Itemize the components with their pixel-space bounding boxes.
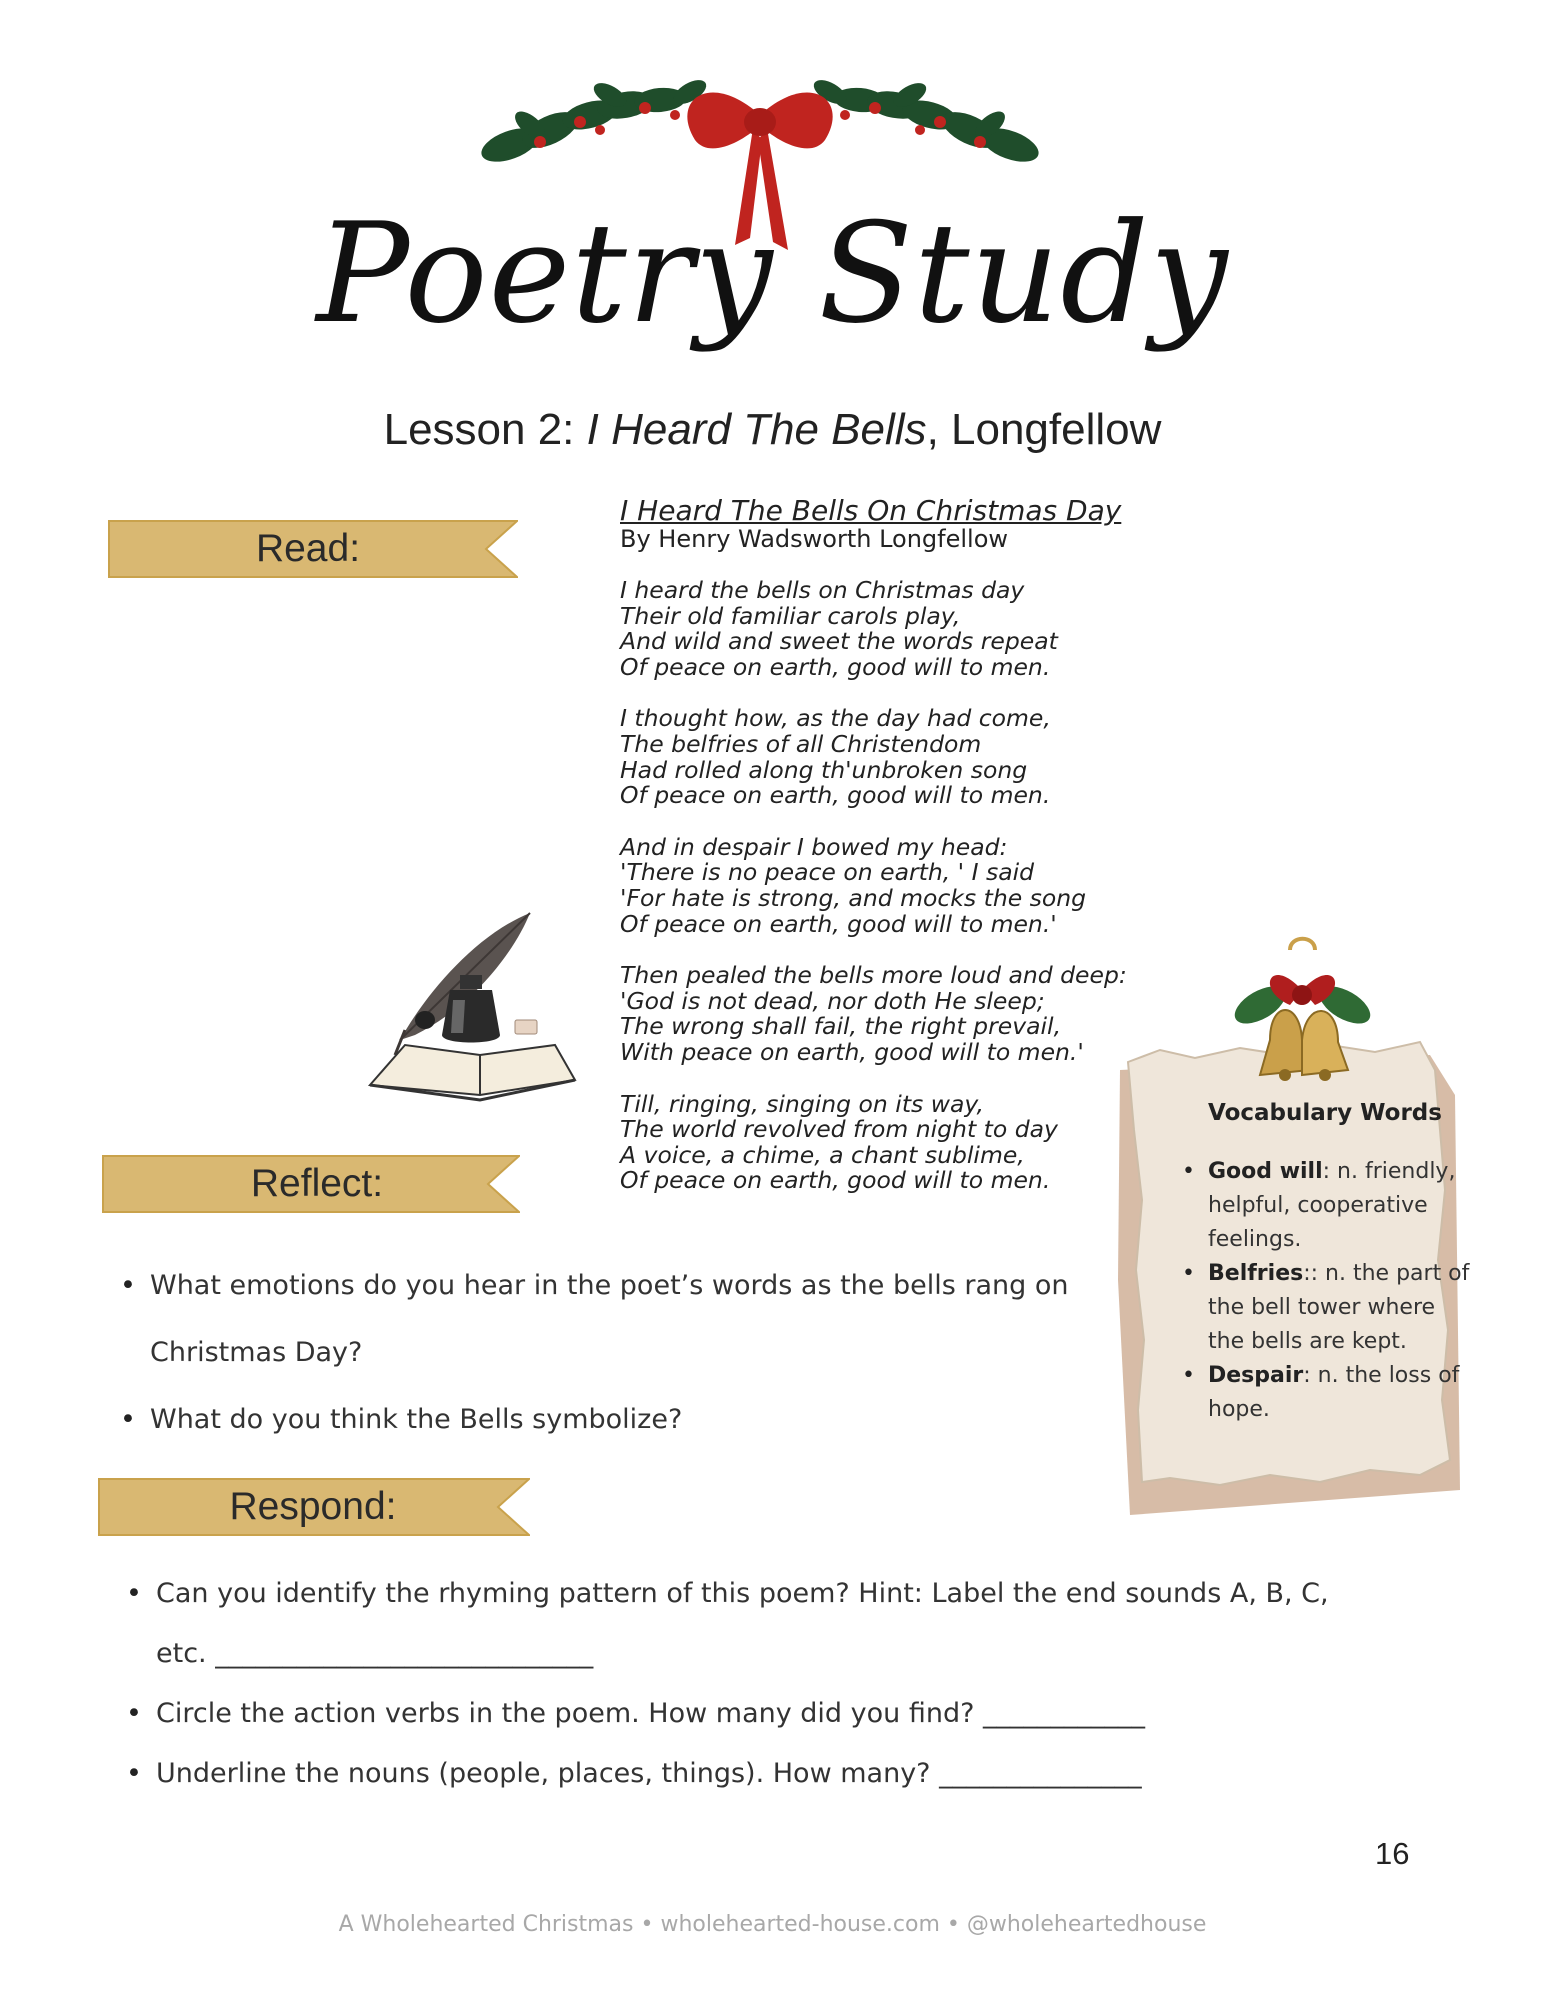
read-banner	[108, 520, 518, 578]
poem-line: The wrong shall fail, the right prevail,	[620, 1012, 1062, 1041]
respond-question: • Underline the nouns (people, places, things). How many? _______________	[126, 1744, 1386, 1804]
poem-line: Their old familiar carols play,	[620, 601, 961, 630]
page-number: 16	[1375, 1836, 1410, 1871]
reflect-questions	[120, 1252, 1100, 1453]
poem-line: I thought how, as the day had come,	[620, 704, 1051, 733]
vocabulary-definition: n. the loss of hope.	[1208, 1363, 1460, 1422]
poem-line: The belfries of all Christendom	[620, 729, 982, 758]
poem-line: And in despair I bowed my head:	[620, 832, 1008, 861]
respond-banner	[98, 1478, 530, 1536]
poem-line: Of peace on earth, good will to men.'	[620, 909, 1057, 938]
poem-line: 'There is no peace on earth, ' I said	[620, 858, 1035, 887]
vocabulary-definition: n. the part of the bell tower where the bells are kept.	[1208, 1261, 1470, 1354]
poem-line: Of peace on earth, good will to men.	[620, 1166, 1051, 1195]
poem-stanza	[620, 963, 1180, 1065]
poem-line: I heard the bells on Christmas day	[620, 576, 1025, 604]
subtitle-italic: I Heard The Bells	[586, 405, 927, 454]
poem-stanza	[620, 706, 1180, 808]
poem-author: By Henry Wadsworth Longfellow	[620, 525, 1009, 553]
poem-line: And wild and sweet the words repeat	[620, 627, 1058, 656]
reflect-question: • What emotions do you hear in the poet’s words as the bells rang on Christmas Day?	[120, 1252, 1140, 1386]
poem-line: 'For hate is strong, and mocks the song	[620, 883, 1087, 912]
respond-question: • Circle the action verbs in the poem. How many did you find? ____________	[126, 1684, 1386, 1744]
poem-line: Then pealed the bells more loud and deep:	[620, 961, 1127, 990]
poem-line: Of peace on earth, good will to men.	[620, 652, 1051, 681]
vocabulary-item	[1180, 1257, 1470, 1359]
poem-line: 'God is not dead, nor doth He sleep;	[620, 986, 1045, 1015]
read-label: Read:	[255, 527, 361, 570]
vocabulary-term: Belfries	[1208, 1261, 1304, 1286]
respond-label: Respond:	[229, 1485, 397, 1528]
reflect-label: Reflect:	[250, 1162, 384, 1205]
quill-ink-book-illustration	[365, 905, 595, 1105]
poem-line: The world revolved from night to day	[620, 1115, 1058, 1144]
poem-line: With peace on earth, good will to men.'	[620, 1037, 1084, 1066]
poem-line: Had rolled along th'unbroken song	[620, 755, 1028, 784]
respond-questions	[126, 1564, 1386, 1804]
reflect-banner	[102, 1155, 520, 1213]
poem-line: Till, ringing, singing on its way,	[620, 1089, 984, 1118]
poem-stanza	[620, 1089, 1180, 1195]
footer: A Wholehearted Christmas • wholehearted-house.com • @wholeheartedhouse	[338, 1912, 1207, 1937]
vocabulary-card	[1100, 930, 1500, 1530]
vocabulary-term: Despair	[1208, 1363, 1304, 1388]
page-title: Poetry Study	[316, 193, 1229, 354]
vocabulary-separator: :	[1322, 1159, 1338, 1184]
vocabulary-definition: n. friendly, helpful, cooperative feelings.	[1208, 1159, 1456, 1252]
poem-stanza	[620, 832, 1180, 938]
subtitle-suffix: , Longfellow	[926, 405, 1162, 454]
poem-title: I Heard The Bells On Christmas Day	[620, 494, 1122, 527]
vocabulary-title: Vocabulary Words	[1208, 1100, 1442, 1126]
respond-question: • Can you identify the rhyming pattern of this poem? Hint: Label the end sounds A, B, C, etc. ____________________________	[126, 1564, 1376, 1684]
poem-stanza	[620, 578, 1180, 680]
vocabulary-item	[1180, 1155, 1470, 1257]
vocabulary-list	[1180, 1155, 1470, 1427]
poem	[620, 496, 1180, 1194]
poem-line: Of peace on earth, good will to men.	[620, 781, 1051, 810]
reflect-question: • What do you think the Bells symbolize?	[120, 1386, 1100, 1453]
vocabulary-separator: ::	[1303, 1261, 1326, 1286]
vocabulary-term: Good will	[1208, 1159, 1323, 1184]
poem-line: A voice, a chime, a chant sublime,	[620, 1140, 1025, 1169]
vocabulary-item	[1180, 1359, 1470, 1427]
lesson-subtitle	[0, 405, 1545, 455]
vocabulary-separator: :	[1303, 1363, 1318, 1388]
subtitle-prefix: Lesson 2:	[383, 405, 587, 454]
